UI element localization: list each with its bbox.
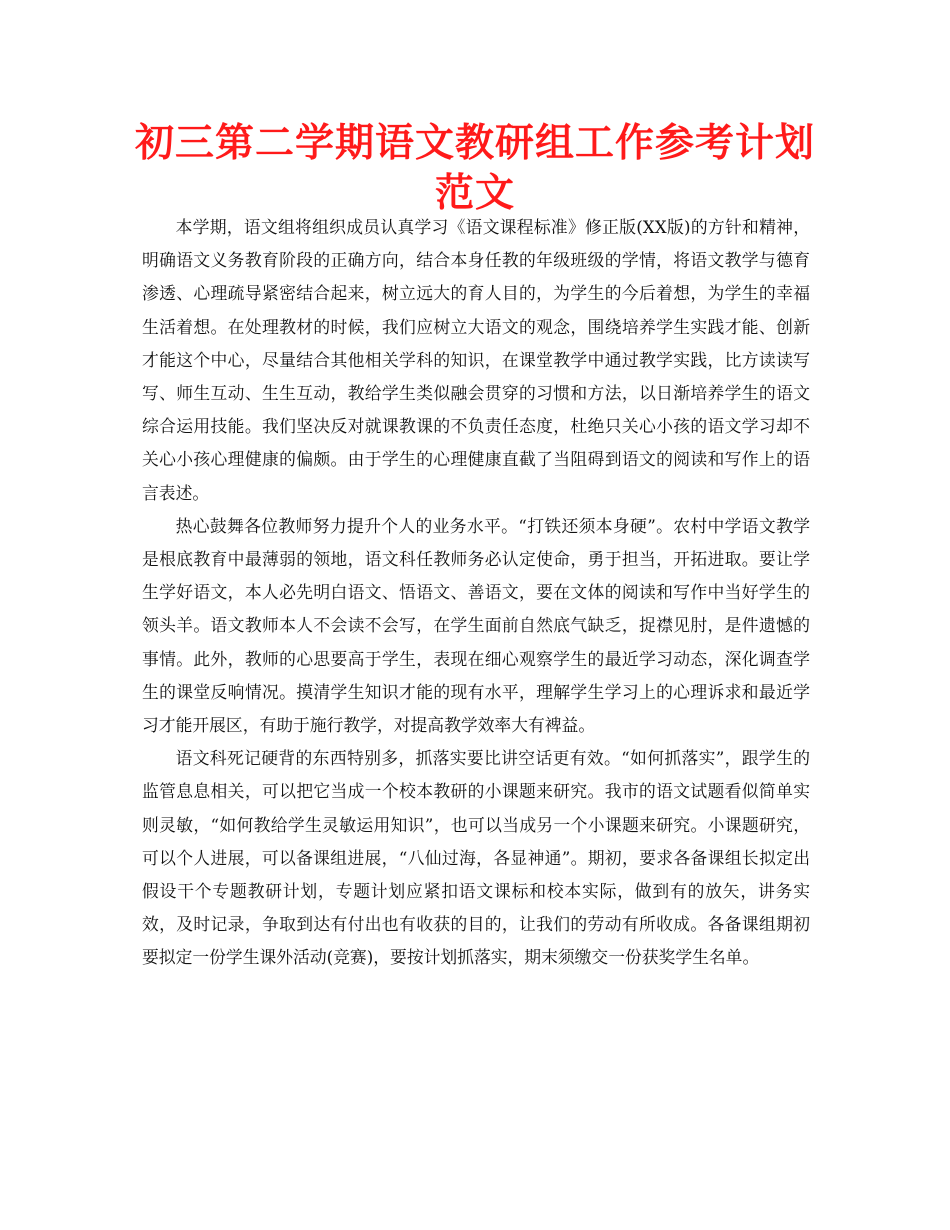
paragraph-3: 语文科死记硬背的东西特别多，抓落实要比讲空话更有效。“如何抓落实”，跟学生的监管息息相关，可以把它当成一个校本教研的小课题来研究。我市的语文试题看似简单实则灵敏，“如何教给学生灵敏运用知识”，也可以当成另一个小课题来研究。小课题研究，可以个人进展，可以备课组进展，“八仙过海，各显神通”。期初，要求各备课组长拟定出假设干个专题教研计划，专题计划应紧扣语文课标和校本实际，做到有的放矢，讲务实效，及时记录，争取到达有付出也有收获的目的，让我们的劳动有所收成。各备课组期初要拟定一份学生课外活动(竞赛)，要按计划抓落实，期末须缴交一份获奖学生名单。 [142, 748, 810, 968]
paragraph-2: 热心鼓舞各位教师努力提升个人的业务水平。“打铁还须本身硬”。农村中学语文教学是根底教育中最薄弱的领地，语文科任教师务必认定使命，勇于担当，开拓进取。要让学生学好语文，本人必先明白语文、悟语文、善语文，要在文体的阅读和写作中当好学生的领头羊。语文教师本人不会读不会写，在学生面前自然底气缺乏，捉襟见肘，是件遗憾的事情。此外，教师的心思要高于学生，表现在细心观察学生的最近学习动态，深化调查学生的课堂反响情况。摸清学生知识才能的现有水平，理解学生学习上的心理诉求和最近学习才能开展区，有助于施行教学，对提高教学效率大有裨益。 [142, 515, 810, 736]
paragraph-1: 本学期，语文组将组织成员认真学习《语文课程标准》修正版(XX版)的方针和精神，明确语文义务教育阶段的正确方向，结合本身任教的年级班级的学情，将语文教学与德育渗透、心理疏导紧密结合起来，树立远大的育人目的，为学生的今后着想，为学生的幸福生活着想。在处理教材的时候，我们应树立大语文的观念，围绕培养学生实践才能、创新才能这个中心，尽量结合其他相关学科的知识，在课堂教学中通过教学实践，比方读读写写、师生互动、生生互动，教给学生类似融会贯穿的习惯和方法，以日渐培养学生的语文综合运用技能。我们坚决反对就课教课的不负责任态度，杜绝只关心小孩的语文学习却不关心小孩心理健康的偏颇。由于学生的心理健康直截了当阻碍到语文的阅读和写作上的语言表述。 [142, 217, 810, 503]
document-title: 初三第二学期语文教研组工作参考计划范文 [134, 120, 815, 216]
document-body [142, 211, 810, 975]
